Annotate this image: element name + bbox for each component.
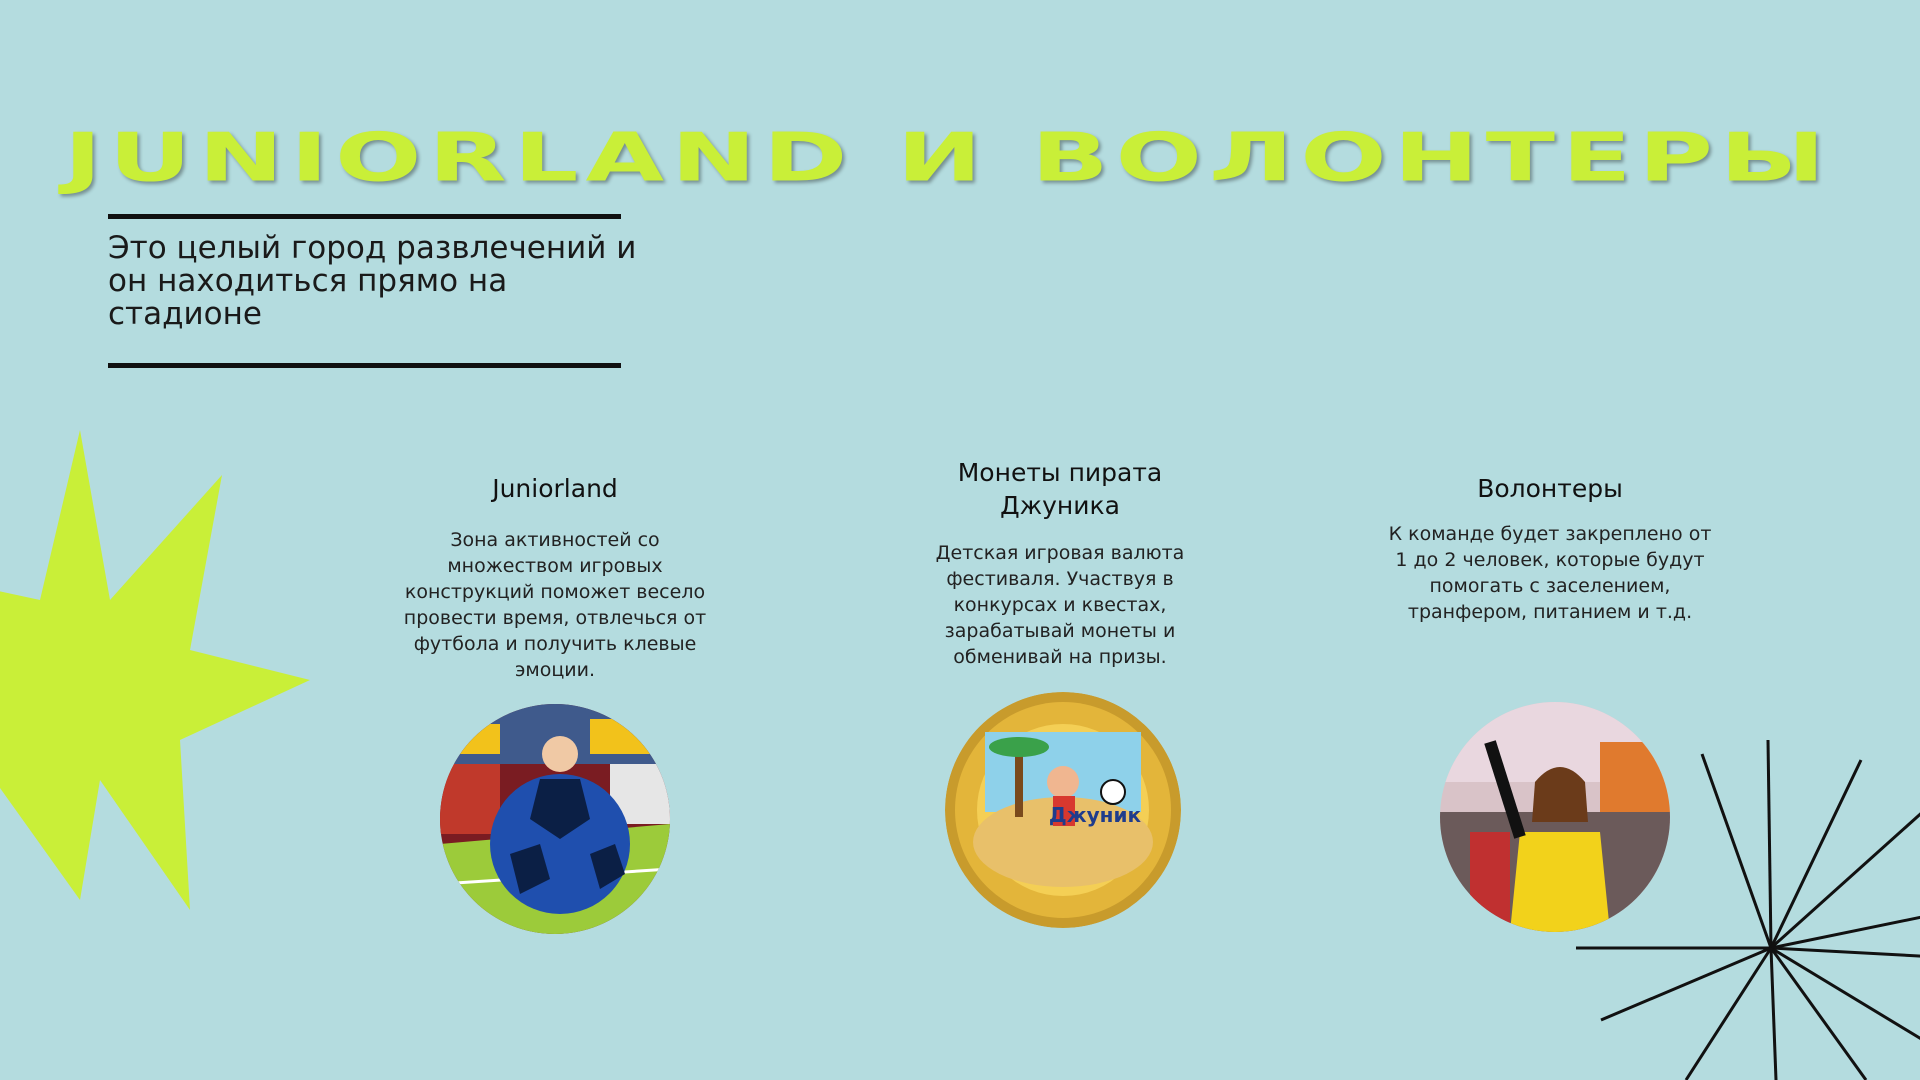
card-juniorland <box>385 472 725 683</box>
tagline-bottom-divider <box>108 363 621 368</box>
pirate-coin-image <box>945 692 1181 928</box>
card-text: Детская игровая валюта фестиваля. Участвуя в конкурсах и квестах, зарабатывай монеты и обменивай на призы. <box>935 542 1185 668</box>
card-pirate-coins <box>890 456 1230 670</box>
card-title: Juniorland <box>492 474 618 503</box>
card-title: Волонтеры <box>1477 474 1623 503</box>
card-text: К команде будет закреплено от 1 до 2 человек, которые будут помогать с заселением, транфером, питанием и т.д. <box>1388 523 1712 623</box>
page-title: JUNIORLAND И ВОЛОНТЕРЫ <box>64 119 1833 197</box>
coin-label: Джуник <box>1048 803 1142 827</box>
volunteer-photo <box>1440 702 1670 932</box>
tagline-top-divider <box>108 214 621 219</box>
card-title: Монеты пирата Джуника <box>957 458 1163 520</box>
starburst-icon <box>0 420 320 920</box>
card-volunteers <box>1380 472 1720 625</box>
card-text: Зона активностей со множеством игровых конструкций поможет весело провести время, отвлечься от футбола и получить клевые эмоции. <box>403 529 707 681</box>
child-in-ball-costume-photo <box>440 704 670 934</box>
tagline: Это целый город развлечений и он находиться прямо на стадионе <box>108 230 637 332</box>
